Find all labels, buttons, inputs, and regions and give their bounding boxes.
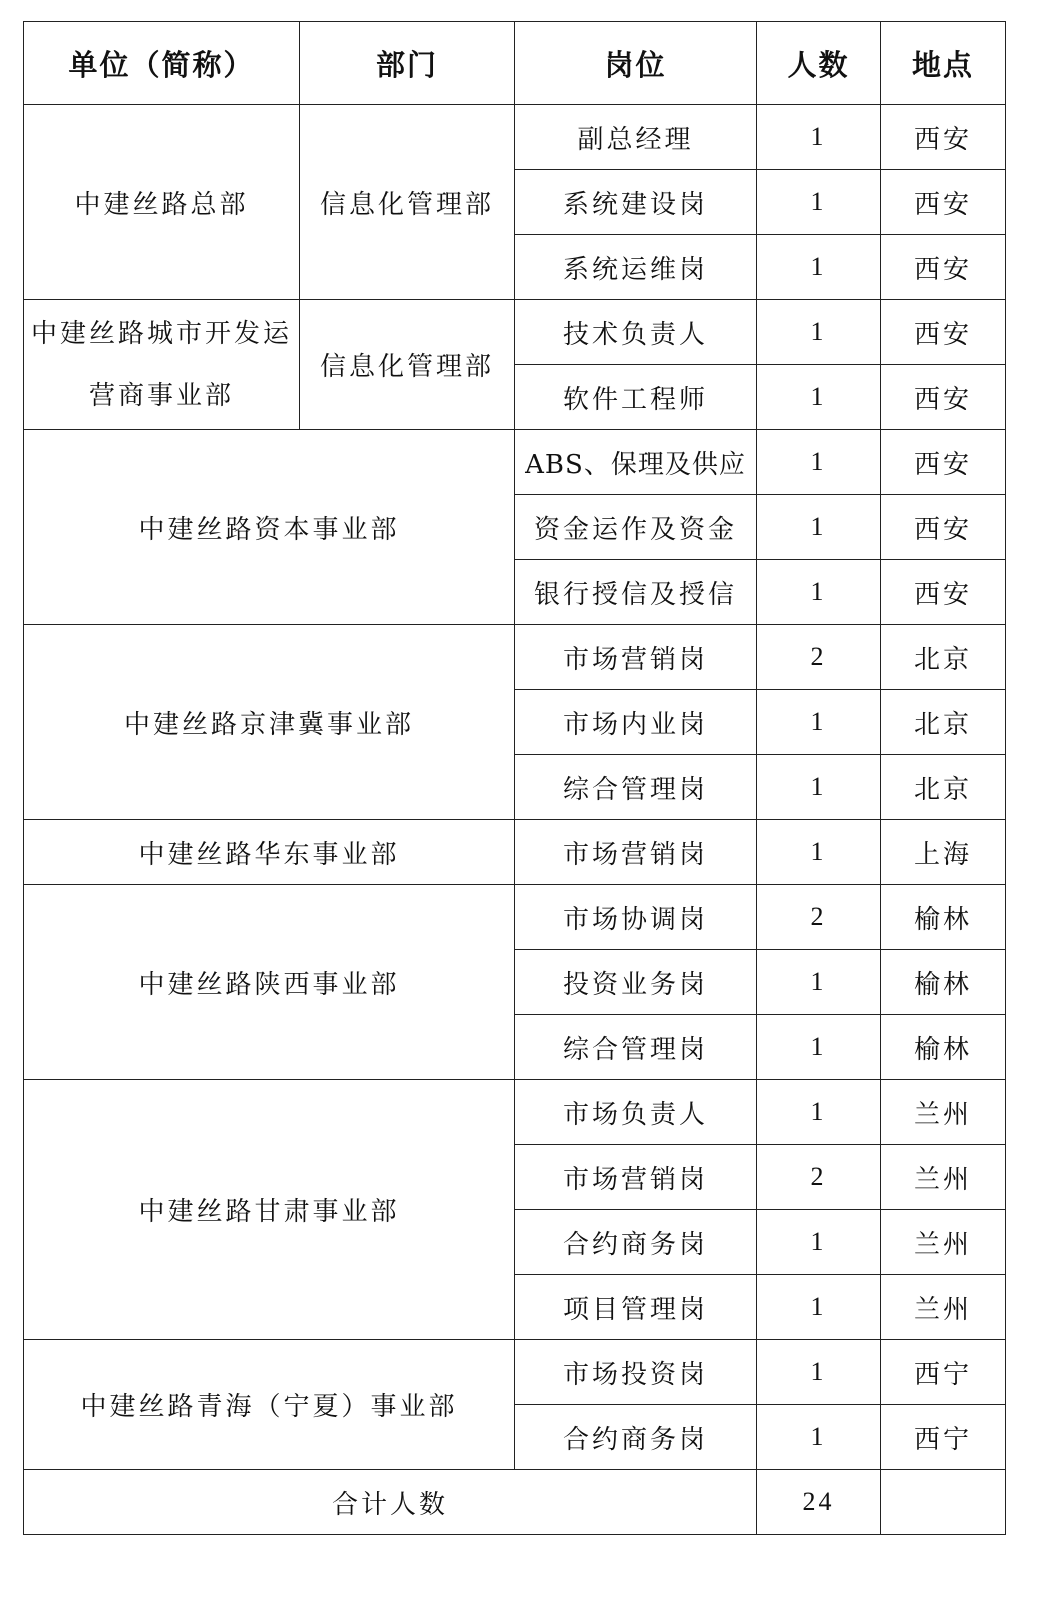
post-cell: 合约商务岗 [515, 1405, 757, 1470]
post-cell: 市场协调岗 [515, 885, 757, 950]
total-label: 合计人数 [24, 1470, 757, 1535]
post-cell: 系统运维岗 [515, 235, 757, 300]
header-count: 人数 [757, 22, 881, 105]
unit-cell: 中建丝路甘肃事业部 [24, 1080, 515, 1340]
unit-cell: 中建丝路资本事业部 [24, 430, 515, 625]
location-cell: 西宁 [881, 1340, 1006, 1405]
location-cell: 西安 [881, 365, 1006, 430]
count-cell: 1 [757, 820, 881, 885]
post-cell: ABS、保理及供应 [515, 430, 757, 495]
location-cell: 兰州 [881, 1210, 1006, 1275]
location-cell: 榆林 [881, 950, 1006, 1015]
location-cell: 西安 [881, 300, 1006, 365]
count-cell: 1 [757, 690, 881, 755]
location-cell: 西安 [881, 430, 1006, 495]
unit-cell: 中建丝路陕西事业部 [24, 885, 515, 1080]
post-cell: 市场负责人 [515, 1080, 757, 1145]
location-cell: 北京 [881, 690, 1006, 755]
table-row [24, 820, 1006, 885]
location-cell: 榆林 [881, 885, 1006, 950]
location-cell: 北京 [881, 625, 1006, 690]
count-cell: 1 [757, 755, 881, 820]
post-cell: 系统建设岗 [515, 170, 757, 235]
count-cell: 1 [757, 1340, 881, 1405]
total-row [24, 1470, 1006, 1535]
header-location: 地点 [881, 22, 1006, 105]
table-row [24, 105, 1006, 170]
post-cell: 副总经理 [515, 105, 757, 170]
location-cell: 西安 [881, 495, 1006, 560]
post-cell: 合约商务岗 [515, 1210, 757, 1275]
dept-cell: 信息化管理部 [300, 300, 515, 430]
unit-line: 营商事业部 [88, 380, 234, 411]
count-cell: 1 [757, 1080, 881, 1145]
dept-cell: 信息化管理部 [300, 105, 515, 300]
table-row [24, 625, 1006, 690]
table-row [24, 1340, 1006, 1405]
unit-cell: 中建丝路总部 [24, 105, 300, 300]
count-cell: 1 [757, 1015, 881, 1080]
count-cell: 1 [757, 235, 881, 300]
count-cell: 1 [757, 1210, 881, 1275]
count-cell: 2 [757, 625, 881, 690]
table-row [24, 300, 1006, 365]
table-row [24, 430, 1006, 495]
post-cell: 项目管理岗 [515, 1275, 757, 1340]
location-cell: 兰州 [881, 1080, 1006, 1145]
count-cell: 1 [757, 950, 881, 1015]
header-unit: 单位（简称） [24, 22, 300, 105]
location-cell: 西宁 [881, 1405, 1006, 1470]
count-cell: 1 [757, 495, 881, 560]
post-cell: 综合管理岗 [515, 755, 757, 820]
count-cell: 1 [757, 105, 881, 170]
header-post: 岗位 [515, 22, 757, 105]
count-cell: 2 [757, 1145, 881, 1210]
post-cell: 资金运作及资金 [515, 495, 757, 560]
count-cell: 2 [757, 885, 881, 950]
post-cell: 市场投资岗 [515, 1340, 757, 1405]
table-row [24, 885, 1006, 950]
post-cell: 银行授信及授信 [515, 560, 757, 625]
location-cell: 北京 [881, 755, 1006, 820]
location-cell: 兰州 [881, 1275, 1006, 1340]
location-cell: 西安 [881, 105, 1006, 170]
table-row [24, 1080, 1006, 1145]
count-cell: 1 [757, 365, 881, 430]
location-cell: 西安 [881, 235, 1006, 300]
unit-cell: 中建丝路京津冀事业部 [24, 625, 515, 820]
location-cell: 兰州 [881, 1145, 1006, 1210]
location-cell: 上海 [881, 820, 1006, 885]
post-cell: 投资业务岗 [515, 950, 757, 1015]
header-row [24, 22, 1006, 105]
location-cell: 榆林 [881, 1015, 1006, 1080]
unit-cell: 中建丝路华东事业部 [24, 820, 515, 885]
unit-cell: 中建丝路青海（宁夏）事业部 [24, 1340, 515, 1470]
post-cell: 市场营销岗 [515, 625, 757, 690]
post-cell: 软件工程师 [515, 365, 757, 430]
count-cell: 1 [757, 430, 881, 495]
location-cell: 西安 [881, 170, 1006, 235]
post-cell: 技术负责人 [515, 300, 757, 365]
count-cell: 1 [757, 1275, 881, 1340]
header-dept: 部门 [300, 22, 515, 105]
post-cell: 综合管理岗 [515, 1015, 757, 1080]
count-cell: 1 [757, 1405, 881, 1470]
unit-cell [24, 300, 300, 430]
post-cell: 市场内业岗 [515, 690, 757, 755]
total-count: 24 [757, 1470, 881, 1535]
count-cell: 1 [757, 300, 881, 365]
total-location-empty [881, 1470, 1006, 1535]
count-cell: 1 [757, 170, 881, 235]
count-cell: 1 [757, 560, 881, 625]
post-cell: 市场营销岗 [515, 820, 757, 885]
job-table [23, 21, 1006, 1535]
location-cell: 西安 [881, 560, 1006, 625]
post-cell: 市场营销岗 [515, 1145, 757, 1210]
unit-line: 中建丝路城市开发运 [30, 318, 292, 349]
